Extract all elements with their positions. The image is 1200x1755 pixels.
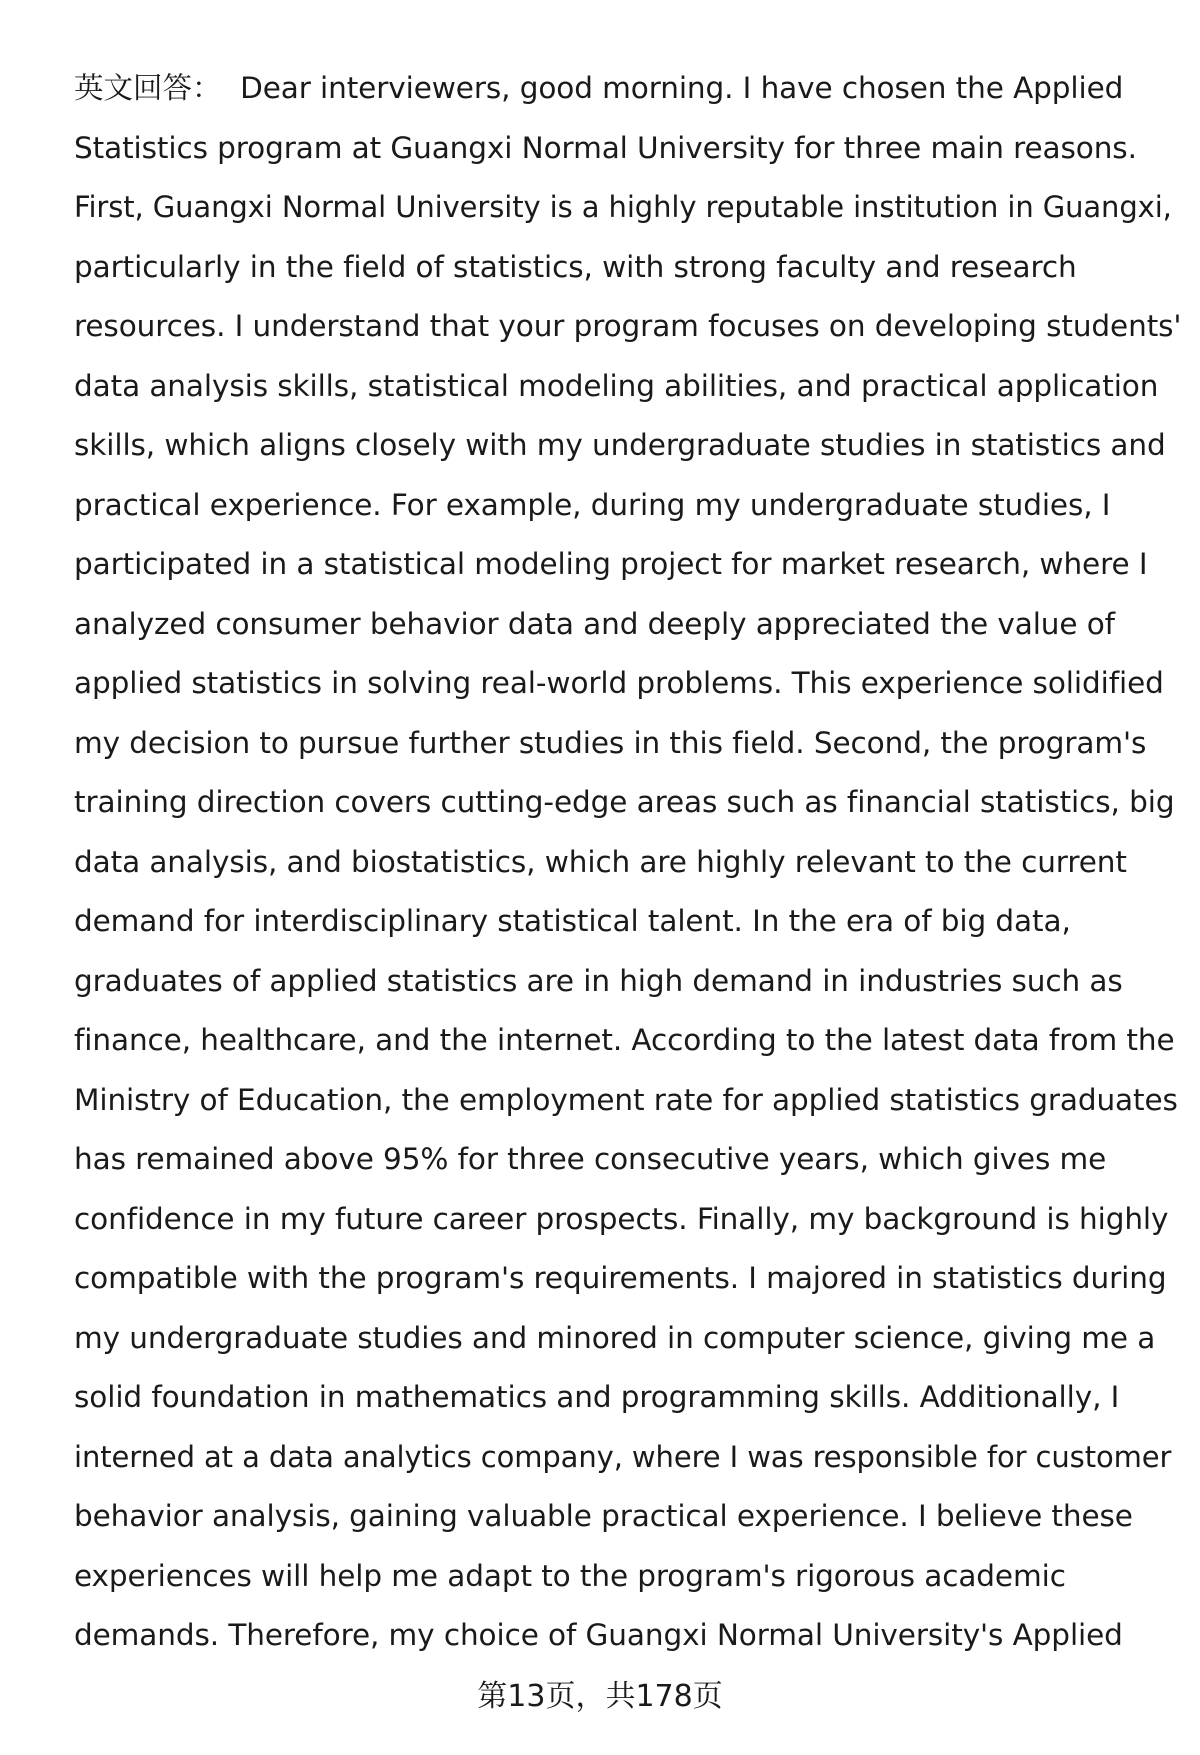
text-line-14: data analysis, and biostatistics, which are highly relevant to the current (74, 844, 1127, 879)
text-line-5: resources. I understand that your program focuses on developing students' (74, 309, 1182, 343)
text-line-8: practical experience. For example, during my undergraduate studies, I (74, 487, 1111, 522)
text-line-12: my decision to pursue further studies in this field. Second, the program's (74, 725, 1147, 760)
text-line-21: compatible with the program's requirements. I majored in statistics during (74, 1261, 1167, 1295)
text-line-17: finance, healthcare, and the internet. According to the latest data from the (74, 1023, 1175, 1057)
text-line-20: confidence in my future career prospects. Finally, my background is highly (74, 1201, 1169, 1236)
text-line-3: First, Guangxi Normal University is a highly reputable institution in Guangxi, (74, 190, 1172, 224)
text-line-9: participated in a statistical modeling project for market research, where I (74, 547, 1148, 581)
text-line-2: Statistics program at Guangxi Normal University for three main reasons. (74, 130, 1137, 165)
text-line-11: applied statistics in solving real-world problems. This experience solidified (74, 666, 1164, 700)
answer-text-block (74, 63, 1184, 1670)
page-number-footer: 第13页，共178页 (477, 1679, 723, 1714)
text-line-27: demands. Therefore, my choice of Guangxi Normal University's Applied (74, 1618, 1123, 1652)
text-line-19: has remained above 95% for three consecutive years, which gives me (74, 1142, 1107, 1176)
text-line-1 (74, 63, 1184, 123)
text-line-22: my undergraduate studies and minored in computer science, giving me a (74, 1320, 1156, 1355)
text-line-13: training direction covers cutting-edge areas such as financial statistics, big (74, 785, 1175, 819)
text-line-15: demand for interdisciplinary statistical talent. In the era of big data, (74, 904, 1071, 938)
text-line-content: Dear interviewers, good morning. I have chosen the Applied (240, 71, 1124, 105)
text-line-7: skills, which aligns closely with my undergraduate studies in statistics and (74, 428, 1166, 462)
text-line-23: solid foundation in mathematics and programming skills. Additionally, I (74, 1380, 1120, 1414)
text-line-24: interned at a data analytics company, where I was responsible for customer (74, 1439, 1172, 1474)
text-line-18: Ministry of Education, the employment rate for applied statistics graduates (74, 1082, 1178, 1117)
text-line-4: particularly in the field of statistics, with strong faculty and research (74, 249, 1077, 284)
text-line-25: behavior analysis, gaining valuable practical experience. I believe these (74, 1499, 1133, 1533)
text-line-16: graduates of applied statistics are in high demand in industries such as (74, 963, 1123, 998)
answer-label: 英文回答： (74, 71, 222, 105)
text-line-10: analyzed consumer behavior data and deeply appreciated the value of (74, 606, 1115, 641)
text-line-6: data analysis skills, statistical modeling abilities, and practical application (74, 368, 1159, 403)
text-line-26: experiences will help me adapt to the program's rigorous academic (74, 1558, 1066, 1593)
